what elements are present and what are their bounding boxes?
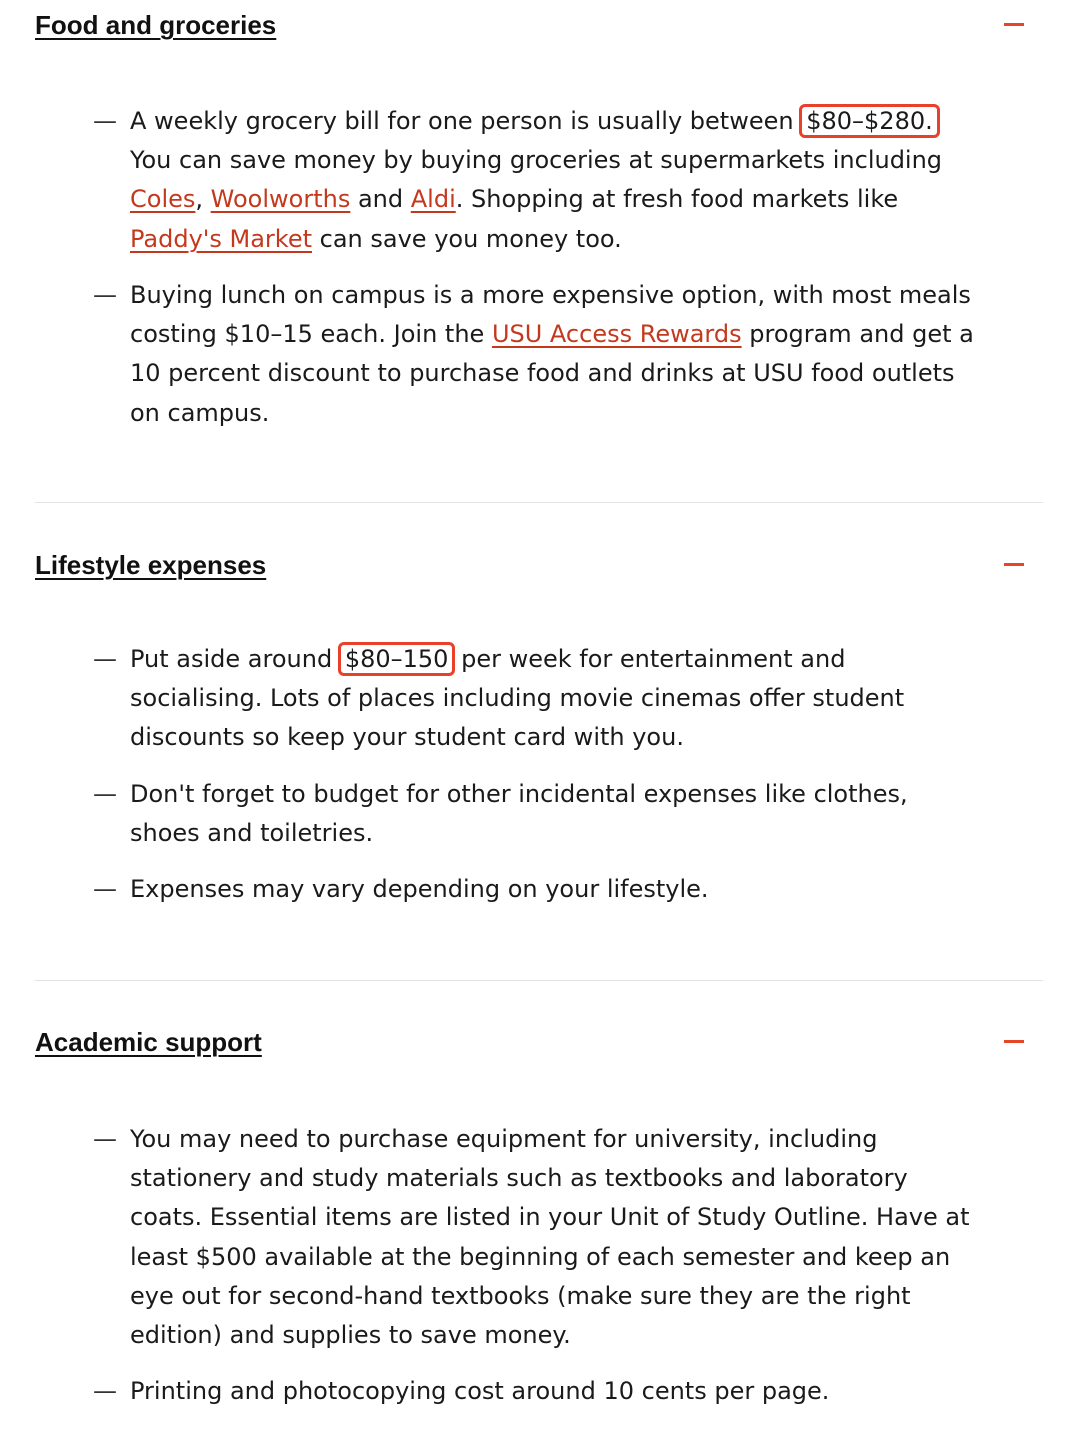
link-woolworths[interactable]: Woolworths xyxy=(210,185,351,214)
section-title-food[interactable]: Food and groceries xyxy=(35,10,277,40)
dash-bullet: — xyxy=(93,1377,117,1406)
list-item xyxy=(35,775,980,853)
item-text: A weekly grocery bill for one person is usually between xyxy=(130,107,802,135)
section-academic-support xyxy=(35,1025,1043,1406)
dash-bullet: — xyxy=(93,779,117,808)
dash-bullet: — xyxy=(93,281,117,309)
link-aldi[interactable]: Aldi xyxy=(410,185,456,214)
lifestyle-list xyxy=(35,640,1035,927)
dash-bullet: — xyxy=(93,875,117,904)
item-text: , xyxy=(195,185,211,214)
minus-icon xyxy=(1004,563,1024,566)
section-food-and-groceries xyxy=(35,8,1043,427)
link-paddys-market[interactable]: Paddy's Market xyxy=(130,224,313,253)
item-text: Put aside around xyxy=(130,645,340,673)
price-highlight: $80–$280. xyxy=(799,104,940,138)
item-text: and xyxy=(350,185,411,214)
section-title-lifestyle[interactable]: Lifestyle expenses xyxy=(35,550,267,580)
food-list xyxy=(35,102,1035,450)
dash-bullet: — xyxy=(93,107,117,135)
list-item xyxy=(35,1120,980,1355)
dash-bullet: — xyxy=(93,645,117,673)
minus-icon xyxy=(1004,1040,1024,1043)
item-text: Printing and photocopying cost around 10 cents per page. xyxy=(130,1377,830,1406)
item-text: . Shopping at fresh food markets like xyxy=(455,185,899,214)
price-highlight: $80–150 xyxy=(338,642,456,676)
accordion-header-food[interactable] xyxy=(35,8,1043,42)
section-divider xyxy=(35,980,1043,981)
dash-bullet: — xyxy=(93,1125,117,1153)
minus-icon xyxy=(1004,23,1024,26)
item-text: You may need to purchase equipment for university, including stationery and study materials such as textbooks and laboratory coats. Essential items are listed in your Unit of Study Outline. Have at least $500 available at the beginning of each semester and keep an eye out for second-hand textbooks (make sure they are the right edition) and supplies to save money. xyxy=(130,1125,970,1350)
link-coles[interactable]: Coles xyxy=(130,185,196,214)
accordion-header-lifestyle[interactable] xyxy=(35,548,1043,582)
item-text: Expenses may vary depending on your lifestyle. xyxy=(130,875,709,904)
list-item xyxy=(35,640,980,758)
list-item xyxy=(35,102,980,259)
accordion-header-academic[interactable] xyxy=(35,1025,1043,1059)
item-text: Don't forget to budget for other incidental expenses like clothes, shoes and toiletries. xyxy=(130,779,908,847)
item-text: You can save money by buying groceries at supermarkets including xyxy=(130,146,943,175)
list-item xyxy=(35,276,980,433)
section-lifestyle-expenses xyxy=(35,548,1043,904)
item-text: can save you money too. xyxy=(312,224,622,253)
collapse-button-food[interactable] xyxy=(1002,12,1026,36)
list-item xyxy=(35,870,980,909)
item-text: Buying lunch on campus is a more expensive option, with most meals costing $10–15 each. Join the xyxy=(130,281,971,349)
link-usu-access-rewards[interactable]: USU Access Rewards xyxy=(491,320,742,349)
collapse-button-academic[interactable] xyxy=(1002,1029,1026,1053)
collapse-button-lifestyle[interactable] xyxy=(1002,552,1026,576)
section-divider xyxy=(35,502,1043,503)
academic-list xyxy=(35,1120,1035,1429)
item-text: program and get a 10 percent discount to purchase food and drinks at USU food outlets on campus. xyxy=(130,320,974,427)
item-text: per week for entertainment and socialising. Lots of places including movie cinemas offer student discounts so keep your student card with you. xyxy=(130,645,905,752)
list-item xyxy=(35,1372,980,1411)
section-title-academic[interactable]: Academic support xyxy=(35,1027,262,1057)
